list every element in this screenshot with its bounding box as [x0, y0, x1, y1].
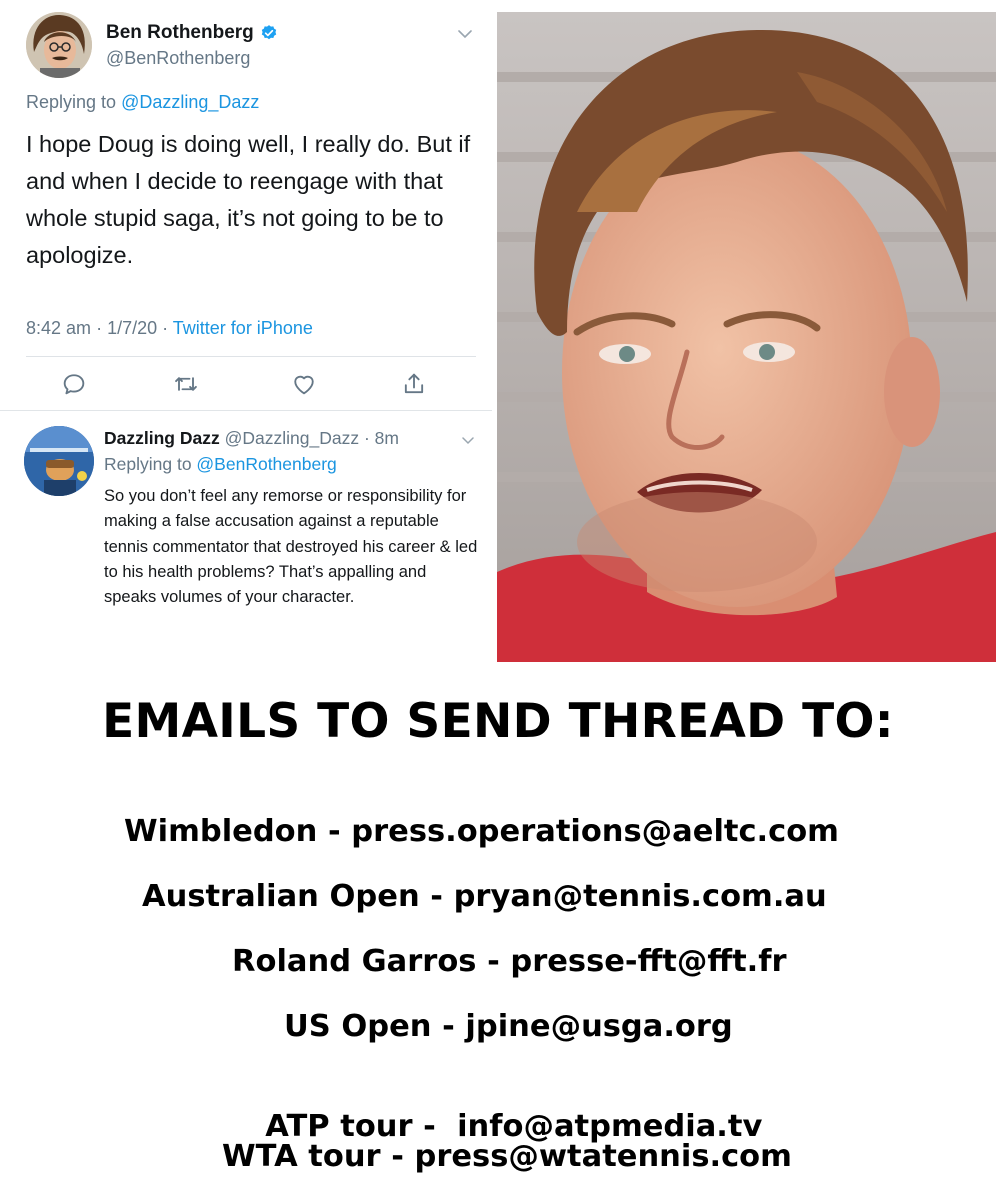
- replying-to-mention[interactable]: @Dazzling_Dazz: [121, 92, 260, 112]
- verified-icon: [260, 24, 278, 42]
- email-separator: -: [380, 1139, 415, 1174]
- email-separator: -: [476, 944, 511, 979]
- email-org: Wimbledon: [124, 814, 318, 849]
- email-address[interactable]: info@atpmedia.tv: [457, 1109, 763, 1144]
- author-name[interactable]: Ben Rothenberg: [106, 22, 254, 43]
- email-org: US Open: [284, 1009, 432, 1044]
- meta-separator: ·: [359, 428, 375, 448]
- tweet-text: I hope Doug is doing well, I really do. But if and when I decide to reengage with that whole stupid saga, it’s not going to be to apologize.: [26, 131, 471, 268]
- retweet-icon[interactable]: [172, 370, 200, 398]
- replying-to-mention[interactable]: @BenRothenberg: [196, 454, 337, 474]
- reply-age[interactable]: 8m: [374, 428, 399, 448]
- email-separator: -: [412, 1109, 458, 1144]
- like-icon[interactable]: [290, 370, 318, 398]
- email-org: WTA tour: [222, 1139, 381, 1174]
- author-name-row: [106, 22, 278, 44]
- email-address[interactable]: pryan@tennis.com.au: [453, 879, 827, 914]
- email-org: Roland Garros: [232, 944, 477, 979]
- email-separator: -: [419, 879, 454, 914]
- share-icon[interactable]: [400, 370, 428, 398]
- email-address[interactable]: jpine@usga.org: [465, 1009, 733, 1044]
- tweet-meta: [26, 318, 313, 339]
- reply-header: [104, 428, 399, 449]
- replying-to-label: Replying to: [26, 92, 122, 112]
- tweet-time[interactable]: 8:42 am: [26, 318, 92, 338]
- email-separator: -: [317, 814, 352, 849]
- email-org: ATP tour: [265, 1109, 413, 1144]
- email-line-wimbledon: [124, 814, 839, 849]
- divider: [26, 356, 476, 357]
- tweet-screenshot: [0, 0, 492, 664]
- author-handle[interactable]: @BenRothenberg: [106, 48, 251, 68]
- replying-to-label: Replying to: [104, 454, 197, 474]
- email-line-atp-tour: [244, 1074, 762, 1144]
- meta-separator: ·: [96, 318, 108, 338]
- tweet-source[interactable]: Twitter for iPhone: [172, 318, 313, 338]
- email-address[interactable]: press@wtatennis.com: [414, 1139, 792, 1174]
- headline: EMAILS TO SEND THREAD TO:: [102, 694, 894, 749]
- reply-author-name[interactable]: Dazzling Dazz: [104, 428, 220, 448]
- email-address[interactable]: presse-fft@fft.fr: [510, 944, 787, 979]
- reply-icon[interactable]: [60, 370, 88, 398]
- email-line-australian-open: [142, 879, 827, 914]
- email-line-wta-tour: [222, 1139, 792, 1174]
- reply-text: So you don’t feel any remorse or responsibility for making a false accusation against a reputable tennis commentator that destroyed his career & led to his health problems? That’s appalling and speaks volumes of your character.: [104, 487, 478, 607]
- divider: [0, 410, 492, 411]
- chevron-down-icon[interactable]: [458, 26, 472, 36]
- meta-separator: ·: [162, 318, 173, 338]
- email-line-us-open: [284, 1009, 733, 1044]
- portrait-photo: [497, 12, 996, 662]
- replying-to: [26, 92, 259, 113]
- email-line-roland-garros: [232, 944, 787, 979]
- replying-to: [104, 454, 337, 475]
- tweet-date[interactable]: 1/7/20: [107, 318, 158, 338]
- main-tweet: [0, 0, 492, 410]
- avatar[interactable]: [26, 12, 92, 78]
- reply-author-handle[interactable]: @Dazzling_Dazz: [224, 428, 360, 448]
- tweet-actions: [60, 370, 436, 400]
- email-separator: -: [431, 1009, 466, 1044]
- chevron-down-icon[interactable]: [462, 432, 474, 441]
- email-org: Australian Open: [142, 879, 420, 914]
- avatar[interactable]: [24, 426, 94, 496]
- email-address[interactable]: press.operations@aeltc.com: [351, 814, 839, 849]
